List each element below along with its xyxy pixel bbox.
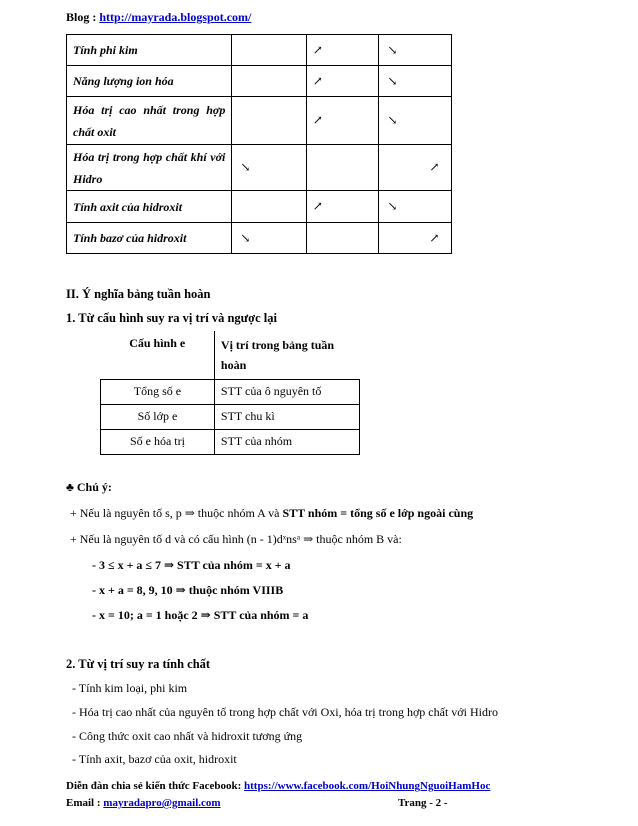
cell-col3 <box>306 97 379 145</box>
note-line-1: + Nếu là nguyên tố s, p ⇒ thuộc nhóm A và STT nhóm = tổng số e lớp ngoài cùng <box>70 506 474 520</box>
cell-col3 <box>306 145 379 191</box>
cell-col3 <box>306 66 379 97</box>
cell-left: Số lớp e <box>101 404 215 429</box>
note-title: ♣ Chú ý: <box>66 480 112 494</box>
table-row <box>67 191 452 223</box>
cell-col2 <box>232 35 306 66</box>
cell-right: STT chu kì <box>214 404 359 429</box>
trend-up-icon: ↗ <box>429 231 440 245</box>
footer-email: Email : mayradapro@gmail.com Trang - 2 - <box>66 797 448 809</box>
row-label: Hóa trị trong hợp chất khí với Hidro <box>67 145 232 191</box>
cell-col4 <box>379 35 452 66</box>
cell-col4 <box>379 145 452 191</box>
periodic-trends-table <box>66 34 452 254</box>
trend-down-icon: ↘ <box>240 160 251 174</box>
table-row <box>101 429 360 454</box>
trend-up-icon: ↗ <box>312 113 323 127</box>
cell-col2 <box>232 145 306 191</box>
blog-label: Blog : <box>66 10 100 24</box>
trend-down-icon: ↘ <box>387 113 398 127</box>
footer-forum: Diễn đàn chia sẻ kiến thức Facebook: https://www.facebook.com/HoiNhungNguoiHamHoc <box>66 780 491 792</box>
table-row <box>67 223 452 254</box>
blog-header <box>66 10 251 25</box>
facebook-link[interactable]: https://www.facebook.com/HoiNhungNguoiHamHoc <box>244 780 491 792</box>
trend-up-icon: ↗ <box>312 74 323 88</box>
cell-col4 <box>379 223 452 254</box>
list-item: - Tính kim loại, phi kim <box>72 681 188 695</box>
blog-link[interactable]: http://mayrada.blogspot.com/ <box>99 10 252 24</box>
trend-down-icon: ↘ <box>240 231 251 245</box>
cell-col3 <box>306 191 379 223</box>
cell-right: STT của ô nguyên tố <box>214 379 359 404</box>
trend-up-icon: ↗ <box>312 199 323 213</box>
table-row <box>101 404 360 429</box>
note-line-2: + Nếu là nguyên tố d và có cấu hình (n - 1)dˣnsᵃ ⇒ thuộc nhóm B và: <box>70 532 402 546</box>
table-row <box>101 379 360 404</box>
row-label: Năng lượng ion hóa <box>67 66 232 97</box>
cell-col4 <box>379 66 452 97</box>
row-label: Hóa trị cao nhất trong hợp chất oxit <box>67 97 232 145</box>
cell-col4 <box>379 191 452 223</box>
note-line-4: - x + a = 8, 9, 10 ⇒ thuộc nhóm VIIIB <box>92 583 284 597</box>
cell-col2 <box>232 191 306 223</box>
row-label: Tính phi kim <box>67 35 232 66</box>
trend-down-icon: ↘ <box>387 199 398 213</box>
cell-right: STT của nhóm <box>214 429 359 454</box>
cell-col2 <box>232 223 306 254</box>
table-header-row <box>101 331 360 379</box>
trend-up-icon: ↗ <box>312 43 323 57</box>
cell-col2 <box>232 66 306 97</box>
page-number: Trang - 2 - <box>398 797 448 809</box>
cell-col2 <box>232 97 306 145</box>
cell-left: Tổng số e <box>101 379 215 404</box>
cell-left: Số e hóa trị <box>101 429 215 454</box>
table-row <box>67 35 452 66</box>
trend-down-icon: ↘ <box>387 74 398 88</box>
table-row <box>67 97 452 145</box>
trend-down-icon: ↘ <box>387 43 398 57</box>
section-title: II. Ý nghĩa bảng tuần hoàn <box>66 287 211 301</box>
section-title-2: 2. Từ vị trí suy ra tính chất <box>66 657 211 671</box>
config-position-table <box>100 331 360 455</box>
note-line-5: - x = 10; a = 1 hoặc 2 ⇒ STT của nhóm = a <box>92 608 309 622</box>
list-item: - Hóa trị cao nhất của nguyên tố trong hợp chất với Oxi, hóa trị trong hợp chất với Hidro <box>72 705 498 719</box>
header-config: Cấu hình e <box>101 331 215 379</box>
list-item: - Tính axit, bazơ của oxit, hidroxit <box>72 752 237 766</box>
row-label: Tính bazơ của hidroxit <box>67 223 232 254</box>
cell-col4 <box>379 97 452 145</box>
note-line-3: - 3 ≤ x + a ≤ 7 ⇒ STT của nhóm = x + a <box>92 558 291 572</box>
subsection-title: 1. Từ cấu hình suy ra vị trí và ngược lại <box>66 311 277 325</box>
cell-col3 <box>306 35 379 66</box>
trend-up-icon: ↗ <box>429 160 440 174</box>
email-link[interactable]: mayradapro@gmail.com <box>103 797 221 809</box>
cell-col3 <box>306 223 379 254</box>
table-row <box>67 66 452 97</box>
table-row <box>67 145 452 191</box>
header-position: Vị trí trong bảng tuần hoàn <box>220 337 335 372</box>
row-label: Tính axit của hidroxit <box>67 191 232 223</box>
list-item: - Công thức oxit cao nhất và hidroxit tương ứng <box>72 729 303 743</box>
